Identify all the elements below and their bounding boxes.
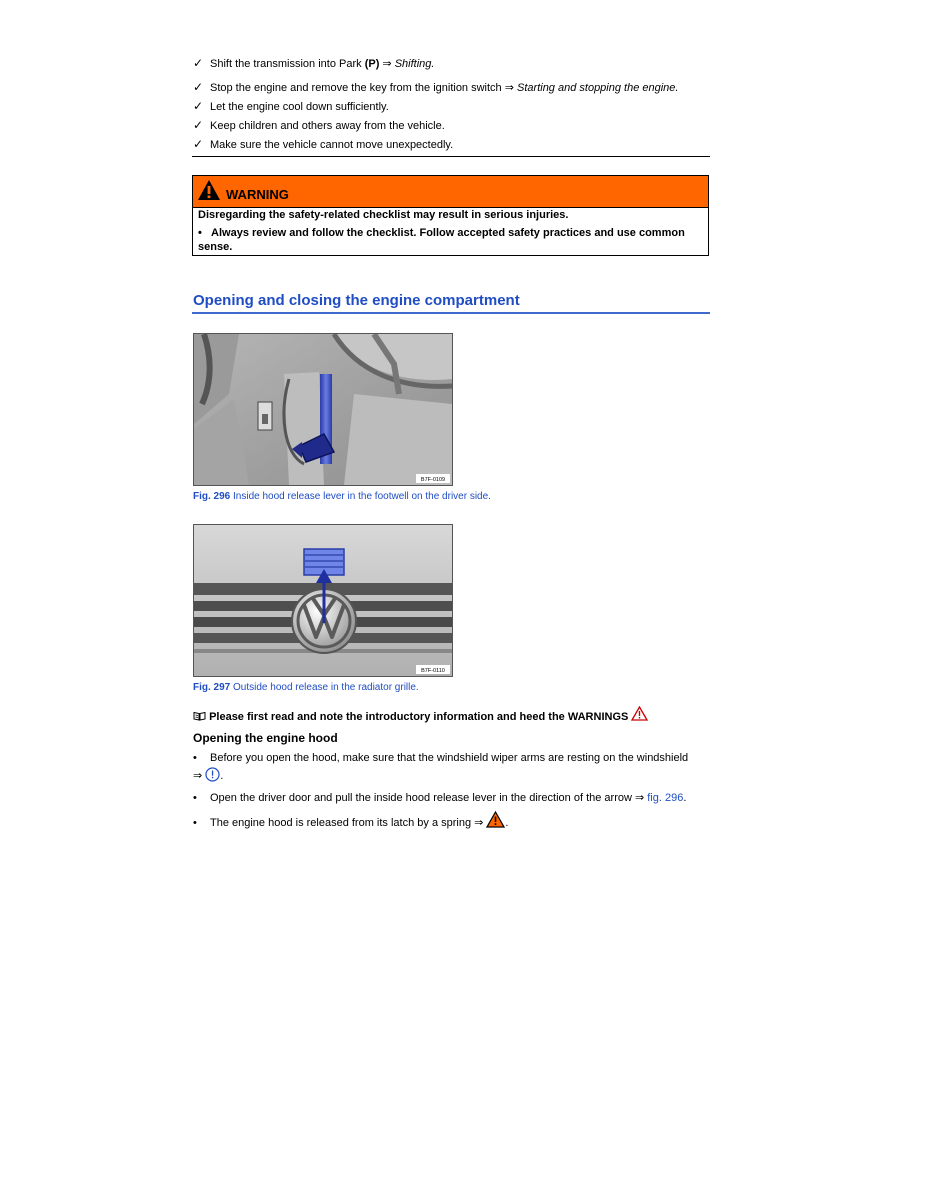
divider xyxy=(192,156,710,157)
warning-text: Disregarding the safety-related checklist may result in serious injuries. xyxy=(198,209,569,221)
list-item: • Before you open the hood, make sure that the windshield wiper arms are resting on the windshield xyxy=(193,752,689,764)
check-icon: ✓ xyxy=(193,56,204,70)
section-title: Opening and closing the engine compartment xyxy=(193,292,520,309)
checklist-item: ✓ Stop the engine and remove the key from the ignition switch ⇒ Starting and stopping the engine. xyxy=(193,80,679,94)
figure-caption: Fig. 297 Outside hood release in the radiator grille. xyxy=(193,682,419,693)
section-divider xyxy=(192,312,710,314)
figure-link[interactable]: fig. 296 xyxy=(647,792,684,804)
cross-reference: Starting and stopping the engine. xyxy=(517,82,679,94)
warning-link-icon[interactable] xyxy=(631,706,648,721)
warning-title: WARNING xyxy=(226,187,289,202)
checklist-item: ✓ Keep children and others away from the vehicle. xyxy=(193,118,445,132)
warning-triangle-icon[interactable] xyxy=(486,811,505,828)
warning-instruction: • Always review and follow the checklist. Follow accepted safety practices and use common sense. xyxy=(198,227,685,253)
caution-circle-icon[interactable] xyxy=(205,767,220,782)
subheading: Opening the engine hood xyxy=(193,731,338,745)
warning-triangle-icon xyxy=(197,179,221,201)
intro-note: Please first read and note the introductory information and heed the WARNINGS xyxy=(193,706,648,723)
book-icon xyxy=(193,711,206,721)
check-icon: ✓ xyxy=(193,80,204,94)
checklist-item: ✓ Let the engine cool down sufficiently. xyxy=(193,99,389,113)
list-item: • Open the driver door and pull the inside hood release lever in the direction of the arrow ⇒ fig. 296. xyxy=(193,792,687,804)
figure-number: Fig. 297 xyxy=(193,682,231,693)
figure-caption: Fig. 296 Inside hood release lever in the footwell on the driver side. xyxy=(193,491,491,502)
check-icon: ✓ xyxy=(193,118,204,132)
figure-number: Fig. 296 xyxy=(193,491,231,502)
figure-297-image xyxy=(193,524,453,677)
warning-header xyxy=(193,176,708,208)
figure-296-image xyxy=(193,333,453,486)
warning-box xyxy=(192,175,709,256)
check-icon: ✓ xyxy=(193,99,204,113)
list-item: • The engine hood is released from its latch by a spring ⇒ . xyxy=(193,811,508,832)
figure-code: B7F-0110 xyxy=(421,668,445,674)
check-icon: ✓ xyxy=(193,137,204,151)
list-item-continuation: ⇒ . xyxy=(193,767,223,785)
figure-code: B7F-0109 xyxy=(420,477,446,483)
cross-reference: Shifting. xyxy=(394,58,435,70)
checklist-item: ✓ Shift the transmission into Park (P) ⇒ Shifting. xyxy=(193,56,435,70)
checklist-item: ✓ Make sure the vehicle cannot move unexpectedly. xyxy=(193,137,454,151)
